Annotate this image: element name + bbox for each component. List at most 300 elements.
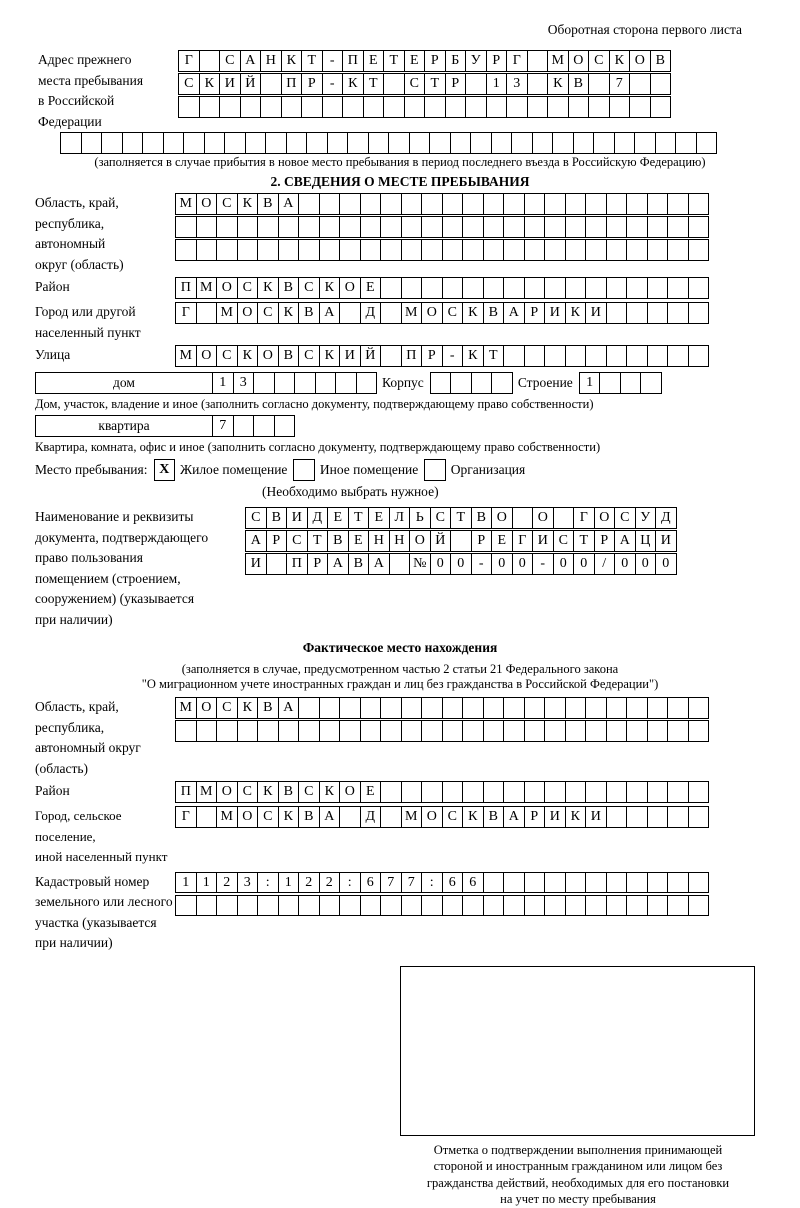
- char-cell[interactable]: -: [322, 73, 344, 95]
- char-cell[interactable]: [204, 132, 226, 154]
- char-cell[interactable]: [511, 132, 533, 154]
- char-cell[interactable]: [60, 132, 82, 154]
- char-cell[interactable]: [688, 781, 710, 803]
- char-cell[interactable]: М: [401, 302, 423, 324]
- char-cell[interactable]: М: [401, 806, 423, 828]
- char-cell[interactable]: [421, 193, 443, 215]
- char-cell[interactable]: В: [298, 806, 320, 828]
- char-cell[interactable]: [524, 277, 546, 299]
- char-cell[interactable]: О: [237, 302, 259, 324]
- char-cell[interactable]: [442, 193, 464, 215]
- char-cell[interactable]: В: [650, 50, 672, 72]
- char-cell[interactable]: [503, 345, 525, 367]
- char-cell[interactable]: [544, 345, 566, 367]
- char-cell[interactable]: И: [532, 530, 554, 552]
- char-cell[interactable]: :: [257, 872, 279, 894]
- char-cell[interactable]: Т: [301, 50, 323, 72]
- char-cell[interactable]: [667, 806, 689, 828]
- char-cell[interactable]: Т: [483, 345, 505, 367]
- char-cell[interactable]: О: [196, 697, 218, 719]
- char-cell[interactable]: К: [319, 277, 341, 299]
- char-cell[interactable]: К: [462, 302, 484, 324]
- char-cell[interactable]: [442, 720, 464, 742]
- char-cell[interactable]: [667, 781, 689, 803]
- char-cell[interactable]: [585, 895, 607, 917]
- char-cell[interactable]: Н: [368, 530, 390, 552]
- char-cell[interactable]: [298, 720, 320, 742]
- char-cell[interactable]: [650, 73, 672, 95]
- char-cell[interactable]: [380, 216, 402, 238]
- char-cell[interactable]: В: [348, 553, 370, 575]
- char-cell[interactable]: Р: [524, 302, 546, 324]
- char-cell[interactable]: [524, 895, 546, 917]
- char-cell[interactable]: С: [245, 507, 267, 529]
- char-cell[interactable]: [199, 96, 221, 118]
- char-cell[interactable]: 7: [401, 872, 423, 894]
- char-cell[interactable]: [380, 895, 402, 917]
- char-cell[interactable]: [122, 132, 144, 154]
- char-cell[interactable]: С: [178, 73, 200, 95]
- char-cell[interactable]: [462, 781, 484, 803]
- char-cell[interactable]: [532, 132, 554, 154]
- char-cell[interactable]: [585, 872, 607, 894]
- char-cell[interactable]: [380, 277, 402, 299]
- char-cell[interactable]: [401, 239, 423, 261]
- char-cell[interactable]: 0: [512, 553, 534, 575]
- char-cell[interactable]: [483, 239, 505, 261]
- char-cell[interactable]: [327, 132, 349, 154]
- char-cell[interactable]: [667, 216, 689, 238]
- char-cell[interactable]: [503, 781, 525, 803]
- char-cell[interactable]: [216, 895, 238, 917]
- checkbox-other[interactable]: [293, 459, 315, 481]
- char-cell[interactable]: 6: [462, 872, 484, 894]
- char-cell[interactable]: [512, 507, 534, 529]
- char-cell[interactable]: [265, 132, 287, 154]
- char-cell[interactable]: [585, 277, 607, 299]
- char-cell[interactable]: О: [594, 507, 616, 529]
- checkbox-residential[interactable]: X: [154, 459, 176, 481]
- char-cell[interactable]: [565, 193, 587, 215]
- char-cell[interactable]: [606, 720, 628, 742]
- char-cell[interactable]: У: [635, 507, 657, 529]
- char-cell[interactable]: Е: [404, 50, 426, 72]
- char-cell[interactable]: [544, 720, 566, 742]
- char-cell[interactable]: [175, 239, 197, 261]
- char-cell[interactable]: [647, 302, 669, 324]
- char-cell[interactable]: [253, 415, 275, 437]
- char-cell[interactable]: [339, 895, 361, 917]
- char-cell[interactable]: [606, 806, 628, 828]
- char-cell[interactable]: [342, 96, 364, 118]
- char-cell[interactable]: [626, 239, 648, 261]
- char-cell[interactable]: И: [585, 806, 607, 828]
- char-cell[interactable]: [626, 806, 648, 828]
- char-cell[interactable]: К: [257, 781, 279, 803]
- char-cell[interactable]: Т: [383, 50, 405, 72]
- char-cell[interactable]: [552, 132, 574, 154]
- stamp-area[interactable]: [400, 966, 755, 1136]
- char-cell[interactable]: М: [175, 193, 197, 215]
- char-cell[interactable]: В: [257, 193, 279, 215]
- char-cell[interactable]: [527, 73, 549, 95]
- char-cell[interactable]: [491, 132, 513, 154]
- char-cell[interactable]: С: [298, 277, 320, 299]
- char-cell[interactable]: [183, 132, 205, 154]
- char-cell[interactable]: А: [614, 530, 636, 552]
- char-cell[interactable]: И: [655, 530, 677, 552]
- char-cell[interactable]: К: [462, 806, 484, 828]
- char-cell[interactable]: [483, 895, 505, 917]
- char-cell[interactable]: К: [609, 50, 631, 72]
- char-cell[interactable]: [462, 720, 484, 742]
- char-cell[interactable]: [430, 372, 452, 394]
- char-cell[interactable]: О: [257, 345, 279, 367]
- char-cell[interactable]: 7: [212, 415, 234, 437]
- char-cell[interactable]: [240, 96, 262, 118]
- char-cell[interactable]: Е: [348, 530, 370, 552]
- char-cell[interactable]: [650, 96, 672, 118]
- char-cell[interactable]: С: [257, 806, 279, 828]
- char-cell[interactable]: [688, 277, 710, 299]
- char-cell[interactable]: [585, 781, 607, 803]
- char-cell[interactable]: Г: [512, 530, 534, 552]
- char-cell[interactable]: 6: [360, 872, 382, 894]
- char-cell[interactable]: [667, 239, 689, 261]
- char-cell[interactable]: [216, 239, 238, 261]
- char-cell[interactable]: [503, 277, 525, 299]
- char-cell[interactable]: Е: [368, 507, 390, 529]
- char-cell[interactable]: [606, 781, 628, 803]
- char-cell[interactable]: [585, 193, 607, 215]
- char-cell[interactable]: [429, 132, 451, 154]
- char-cell[interactable]: И: [286, 507, 308, 529]
- char-cell[interactable]: [278, 239, 300, 261]
- char-cell[interactable]: 1: [278, 872, 300, 894]
- char-cell[interactable]: [688, 697, 710, 719]
- char-cell[interactable]: [196, 895, 218, 917]
- char-cell[interactable]: [688, 193, 710, 215]
- char-cell[interactable]: С: [298, 781, 320, 803]
- char-cell[interactable]: Г: [573, 507, 595, 529]
- char-cell[interactable]: М: [216, 806, 238, 828]
- char-cell[interactable]: О: [339, 781, 361, 803]
- char-cell[interactable]: [527, 96, 549, 118]
- char-cell[interactable]: 2: [319, 872, 341, 894]
- char-cell[interactable]: О: [421, 302, 443, 324]
- char-cell[interactable]: [266, 553, 288, 575]
- char-cell[interactable]: [565, 895, 587, 917]
- char-cell[interactable]: [360, 720, 382, 742]
- char-cell[interactable]: [401, 895, 423, 917]
- char-cell[interactable]: [544, 781, 566, 803]
- char-cell[interactable]: [339, 697, 361, 719]
- char-cell[interactable]: С: [614, 507, 636, 529]
- char-cell[interactable]: [363, 96, 385, 118]
- char-cell[interactable]: [565, 872, 587, 894]
- char-cell[interactable]: [647, 216, 669, 238]
- char-cell[interactable]: [339, 302, 361, 324]
- char-cell[interactable]: [565, 277, 587, 299]
- char-cell[interactable]: [470, 132, 492, 154]
- char-cell[interactable]: [462, 239, 484, 261]
- char-cell[interactable]: [219, 96, 241, 118]
- char-cell[interactable]: О: [568, 50, 590, 72]
- char-cell[interactable]: [667, 193, 689, 215]
- char-cell[interactable]: [524, 720, 546, 742]
- char-cell[interactable]: [401, 277, 423, 299]
- char-cell[interactable]: [503, 697, 525, 719]
- char-cell[interactable]: [606, 277, 628, 299]
- char-cell[interactable]: 3: [237, 872, 259, 894]
- char-cell[interactable]: -: [442, 345, 464, 367]
- char-cell[interactable]: [339, 720, 361, 742]
- char-cell[interactable]: [360, 216, 382, 238]
- char-cell[interactable]: [634, 132, 656, 154]
- char-cell[interactable]: [503, 872, 525, 894]
- char-cell[interactable]: [667, 345, 689, 367]
- char-cell[interactable]: [216, 720, 238, 742]
- char-cell[interactable]: Й: [430, 530, 452, 552]
- char-cell[interactable]: [360, 895, 382, 917]
- char-cell[interactable]: [465, 73, 487, 95]
- char-cell[interactable]: [421, 781, 443, 803]
- char-cell[interactable]: 0: [635, 553, 657, 575]
- char-cell[interactable]: [483, 872, 505, 894]
- char-cell[interactable]: [606, 895, 628, 917]
- char-cell[interactable]: [319, 720, 341, 742]
- char-cell[interactable]: Е: [327, 507, 349, 529]
- char-cell[interactable]: [401, 697, 423, 719]
- char-cell[interactable]: Г: [175, 806, 197, 828]
- char-cell[interactable]: [688, 345, 710, 367]
- char-cell[interactable]: [462, 895, 484, 917]
- char-cell[interactable]: [606, 302, 628, 324]
- char-cell[interactable]: [606, 239, 628, 261]
- char-cell[interactable]: [442, 277, 464, 299]
- char-cell[interactable]: В: [266, 507, 288, 529]
- char-cell[interactable]: В: [483, 302, 505, 324]
- char-cell[interactable]: [471, 372, 493, 394]
- char-cell[interactable]: [465, 96, 487, 118]
- char-cell[interactable]: Г: [506, 50, 528, 72]
- char-cell[interactable]: [319, 239, 341, 261]
- char-cell[interactable]: [688, 720, 710, 742]
- char-cell[interactable]: [286, 132, 308, 154]
- char-cell[interactable]: [524, 345, 546, 367]
- char-cell[interactable]: [503, 193, 525, 215]
- char-cell[interactable]: К: [278, 806, 300, 828]
- char-cell[interactable]: К: [237, 345, 259, 367]
- char-cell[interactable]: [524, 216, 546, 238]
- char-cell[interactable]: К: [278, 302, 300, 324]
- char-cell[interactable]: [81, 132, 103, 154]
- char-cell[interactable]: А: [319, 806, 341, 828]
- char-cell[interactable]: Е: [360, 781, 382, 803]
- char-cell[interactable]: [544, 872, 566, 894]
- char-cell[interactable]: [298, 216, 320, 238]
- char-cell[interactable]: [319, 193, 341, 215]
- char-cell[interactable]: [298, 697, 320, 719]
- char-cell[interactable]: [588, 96, 610, 118]
- char-cell[interactable]: [339, 239, 361, 261]
- char-cell[interactable]: [298, 193, 320, 215]
- char-cell[interactable]: [257, 239, 279, 261]
- char-cell[interactable]: [483, 277, 505, 299]
- char-cell[interactable]: [483, 697, 505, 719]
- char-cell[interactable]: [257, 895, 279, 917]
- char-cell[interactable]: О: [421, 806, 443, 828]
- char-cell[interactable]: И: [245, 553, 267, 575]
- char-cell[interactable]: [547, 96, 569, 118]
- char-cell[interactable]: [606, 345, 628, 367]
- char-cell[interactable]: 6: [442, 872, 464, 894]
- char-cell[interactable]: [450, 132, 472, 154]
- char-cell[interactable]: А: [503, 806, 525, 828]
- char-cell[interactable]: 1: [175, 872, 197, 894]
- char-cell[interactable]: П: [401, 345, 423, 367]
- char-cell[interactable]: [450, 530, 472, 552]
- char-cell[interactable]: [196, 806, 218, 828]
- char-cell[interactable]: Р: [424, 50, 446, 72]
- char-cell[interactable]: [667, 872, 689, 894]
- char-cell[interactable]: [565, 239, 587, 261]
- char-cell[interactable]: Ь: [409, 507, 431, 529]
- char-cell[interactable]: С: [286, 530, 308, 552]
- char-cell[interactable]: [196, 239, 218, 261]
- char-cell[interactable]: [278, 216, 300, 238]
- char-cell[interactable]: [491, 372, 513, 394]
- char-cell[interactable]: Р: [471, 530, 493, 552]
- char-cell[interactable]: [274, 372, 296, 394]
- char-cell[interactable]: М: [196, 277, 218, 299]
- char-cell[interactable]: П: [342, 50, 364, 72]
- char-cell[interactable]: Е: [491, 530, 513, 552]
- char-cell[interactable]: [640, 372, 662, 394]
- char-cell[interactable]: [360, 239, 382, 261]
- char-cell[interactable]: [606, 697, 628, 719]
- char-cell[interactable]: [565, 345, 587, 367]
- char-cell[interactable]: [294, 372, 316, 394]
- char-cell[interactable]: К: [319, 345, 341, 367]
- char-cell[interactable]: [347, 132, 369, 154]
- char-cell[interactable]: [424, 96, 446, 118]
- char-cell[interactable]: П: [286, 553, 308, 575]
- char-cell[interactable]: [389, 553, 411, 575]
- char-cell[interactable]: [573, 132, 595, 154]
- char-cell[interactable]: [527, 50, 549, 72]
- char-cell[interactable]: К: [565, 806, 587, 828]
- char-cell[interactable]: 3: [233, 372, 255, 394]
- char-cell[interactable]: [421, 277, 443, 299]
- char-cell[interactable]: [339, 193, 361, 215]
- char-cell[interactable]: [483, 193, 505, 215]
- char-cell[interactable]: [237, 239, 259, 261]
- char-cell[interactable]: [101, 132, 123, 154]
- char-cell[interactable]: [237, 895, 259, 917]
- char-cell[interactable]: С: [216, 697, 238, 719]
- char-cell[interactable]: К: [237, 193, 259, 215]
- char-cell[interactable]: [462, 277, 484, 299]
- char-cell[interactable]: [503, 216, 525, 238]
- char-cell[interactable]: [568, 96, 590, 118]
- char-cell[interactable]: [667, 277, 689, 299]
- char-cell[interactable]: Р: [307, 553, 329, 575]
- char-cell[interactable]: В: [568, 73, 590, 95]
- char-cell[interactable]: [688, 895, 710, 917]
- char-cell[interactable]: [647, 895, 669, 917]
- char-cell[interactable]: [647, 239, 669, 261]
- char-cell[interactable]: [319, 697, 341, 719]
- char-cell[interactable]: С: [298, 345, 320, 367]
- char-cell[interactable]: [383, 96, 405, 118]
- char-cell[interactable]: [380, 806, 402, 828]
- char-cell[interactable]: [626, 872, 648, 894]
- char-cell[interactable]: М: [175, 345, 197, 367]
- char-cell[interactable]: 1: [212, 372, 234, 394]
- char-cell[interactable]: В: [278, 277, 300, 299]
- char-cell[interactable]: [450, 372, 472, 394]
- char-cell[interactable]: [401, 193, 423, 215]
- char-cell[interactable]: С: [216, 193, 238, 215]
- char-cell[interactable]: [483, 781, 505, 803]
- char-cell[interactable]: [442, 239, 464, 261]
- char-cell[interactable]: [606, 193, 628, 215]
- char-cell[interactable]: 0: [430, 553, 452, 575]
- char-cell[interactable]: М: [547, 50, 569, 72]
- char-cell[interactable]: Д: [360, 302, 382, 324]
- char-cell[interactable]: Р: [486, 50, 508, 72]
- char-cell[interactable]: 3: [506, 73, 528, 95]
- char-cell[interactable]: [421, 895, 443, 917]
- char-cell[interactable]: П: [281, 73, 303, 95]
- char-cell[interactable]: Т: [450, 507, 472, 529]
- char-cell[interactable]: [647, 781, 669, 803]
- char-cell[interactable]: [380, 302, 402, 324]
- char-cell[interactable]: С: [219, 50, 241, 72]
- char-cell[interactable]: [503, 720, 525, 742]
- char-cell[interactable]: А: [240, 50, 262, 72]
- char-cell[interactable]: [233, 415, 255, 437]
- char-cell[interactable]: О: [196, 345, 218, 367]
- char-cell[interactable]: 1: [579, 372, 601, 394]
- char-cell[interactable]: [626, 697, 648, 719]
- char-cell[interactable]: С: [404, 73, 426, 95]
- char-cell[interactable]: [667, 302, 689, 324]
- char-cell[interactable]: [175, 216, 197, 238]
- char-cell[interactable]: [322, 96, 344, 118]
- char-cell[interactable]: [626, 720, 648, 742]
- char-cell[interactable]: 0: [614, 553, 636, 575]
- char-cell[interactable]: [629, 96, 651, 118]
- char-cell[interactable]: [404, 96, 426, 118]
- char-cell[interactable]: [524, 193, 546, 215]
- char-cell[interactable]: [544, 697, 566, 719]
- char-cell[interactable]: Г: [178, 50, 200, 72]
- char-cell[interactable]: У: [465, 50, 487, 72]
- char-cell[interactable]: [462, 216, 484, 238]
- char-cell[interactable]: 1: [486, 73, 508, 95]
- char-cell[interactable]: К: [342, 73, 364, 95]
- char-cell[interactable]: [629, 73, 651, 95]
- char-cell[interactable]: А: [327, 553, 349, 575]
- char-cell[interactable]: [486, 96, 508, 118]
- char-cell[interactable]: А: [368, 553, 390, 575]
- char-cell[interactable]: Н: [260, 50, 282, 72]
- char-cell[interactable]: [647, 277, 669, 299]
- char-cell[interactable]: [306, 132, 328, 154]
- char-cell[interactable]: К: [547, 73, 569, 95]
